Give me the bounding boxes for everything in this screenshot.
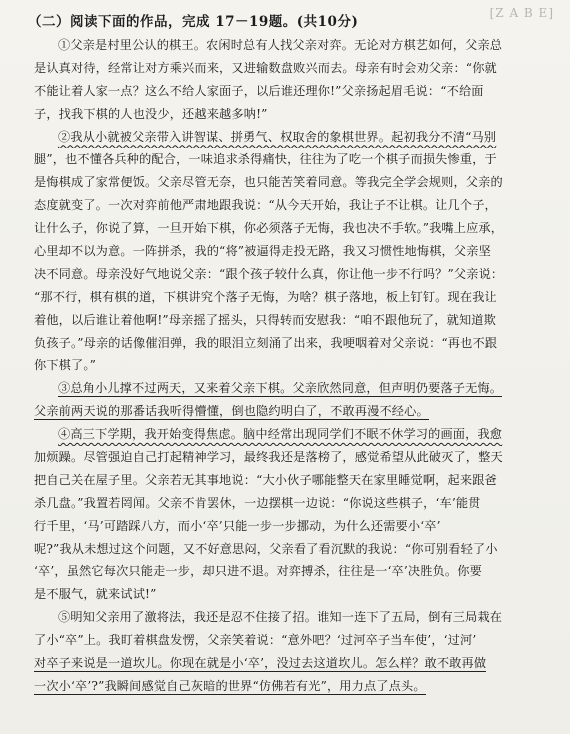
paragraph-line-underlined [34, 652, 556, 675]
paragraph-line: 让什么子，你说了算，一旦开始下棋，你必须落子无悔，我也决不手软。”我嘴上应承， [34, 221, 504, 236]
underlined-text: ②我从小就被父亲带入讲智谋、拼勇气、权取舍的象棋世界。起初我分不清“马别 [58, 129, 497, 144]
paragraph-line: 呢?”我从未想过这个问题，又不好意思闷，父亲看了看沉默的我说：“你可别看轻了小 [34, 541, 498, 556]
paragraph-line-underlined [34, 675, 556, 698]
underlined-text: 父亲前两天说的那番话我听得懵懂，倒也隐约明白了，不敢再漫不经心。 [34, 404, 429, 419]
section-heading: （二）阅读下面的作品，完成 17－19题。(共10分) [28, 14, 359, 30]
paragraph-line: 腿”，也不懂各兵种的配合，一味追求杀得痛快，往往为了吃一个棋子而损失惨重，于 [34, 152, 497, 167]
underlined-text: 对卒子来说是一道坎儿。你现在就是小‘卒’，没过去这道坎儿。怎么样？敢不敢再做 [34, 656, 487, 671]
paragraph-line: ①父亲是村里公认的棋王。农闲时总有人找父亲对弈。无论对方棋艺如何，父亲总 [58, 38, 503, 52]
corner-text: [Z A B E] [489, 6, 554, 20]
paragraph-line-underlined [34, 400, 556, 423]
paragraph-line: 了小“卒”上。我盯着棋盘发愣，父亲笑着说：“意外吧？‘过河卒子当车使’，‘过河’ [34, 633, 477, 648]
paragraph-line: 心里却不以为意。一阵拼杀，我的“将”被逼得走投无路，我又习惯性地悔棋，父亲坚 [34, 244, 491, 259]
paragraph-line: 是不服气，就来试试!” [34, 587, 157, 602]
paragraph-line-underlined [34, 377, 556, 400]
paragraph-line: 态度就变了。一次对弈前他严肃地跟我说：“从今天开始，我让子不让棋。让几个子， [34, 198, 497, 213]
paragraph-line: 把自己关在屋子里。父亲若无其事地说：“大小伙子哪能整天在家里睡觉啊，起来跟爸 [34, 472, 497, 487]
paragraph-line: 杀几盘。”我置若罔闻。父亲不肯罢休，一边摆棋一边说：“你说这些棋子，‘车’能贯 [34, 495, 481, 510]
paragraph-line: 行千里，‘马’可踏踩八方，而小‘卒’只能一步一步挪动，为什么还需要小‘卒’ [34, 518, 441, 533]
paragraph-line: “那不行，棋有棋的道，下棋讲究个落子无悔，为啥？棋子落地，板上钉钉。现在我让 [34, 289, 497, 304]
underlined-text: ③总角小儿撑不过两天，又来着父亲下棋。父亲欣然同意，但声明仍要落子无悔。 [58, 381, 503, 396]
paragraph-line: 加烦躁。尽管强迫自己打起精神学习，最终我还是落榜了，感觉希望从此破灭了，整天 [34, 450, 503, 465]
paragraph-1 [34, 34, 556, 126]
paragraph-line-underlined [34, 126, 556, 149]
underlined-text: 一次小‘卒’?”我瞬间感觉自己灰暗的世界“仿佛若有光”，用力点了点头。 [34, 678, 426, 693]
paragraph-5 [34, 606, 556, 698]
paragraph-line: ‘卒’，虽然它每次只能走一步，却只进不退。对弈搏杀，往往是一‘卒’决胜负。你要 [34, 564, 482, 579]
paragraph-line-underlined [34, 423, 556, 446]
paragraph-line: 决不同意。母亲没好气地说父亲：“跟个孩子较什么真，你让他一步不行吗？”父亲说： [34, 266, 504, 281]
paragraph-line: 你下棋了。” [34, 358, 96, 373]
paragraph-line: ⑤明知父亲用了激将法，我还是忍不住接了招。谁知一连下了五局，倒有三局栽在 [58, 610, 503, 625]
paragraph-line: 着他，以后谁让着他啊!”母亲摇了摇头，只得转而安慰我：“咱不跟他玩了，就知道欺 [34, 312, 496, 327]
paragraph-line: 子，找我下棋的人也没少，还越来越多呐!” [34, 106, 268, 121]
reading-passage [34, 34, 556, 698]
underlined-text: ④高三下学期，我开始变得焦虑。脑中经常出现同学们不眠不休学习的画面，我愈 [58, 427, 503, 442]
paragraph-4 [34, 423, 556, 606]
paragraph-3 [34, 377, 556, 423]
paragraph-line: 是认真对待，经常让对方乘兴而来，又进输数盘败兴而去。母亲有时会劝父亲：“你就 [34, 60, 497, 75]
paragraph-line: 是悔棋成了家常便饭。父亲尽管无奈，也只能苦笑着同意。等我完全学会规则，父亲的 [34, 175, 503, 190]
paragraph-line: 不能让着人家一点？这么不给人家面子，以后谁还理你!”父亲扬起眉毛说：“不给面 [34, 83, 484, 98]
paragraph-2 [34, 126, 556, 378]
paragraph-line: 负孩子。”母亲的话像催泪弹，我的眼泪立刻涌了出来，我哽咽着对父亲说：“再也不跟 [34, 335, 498, 350]
